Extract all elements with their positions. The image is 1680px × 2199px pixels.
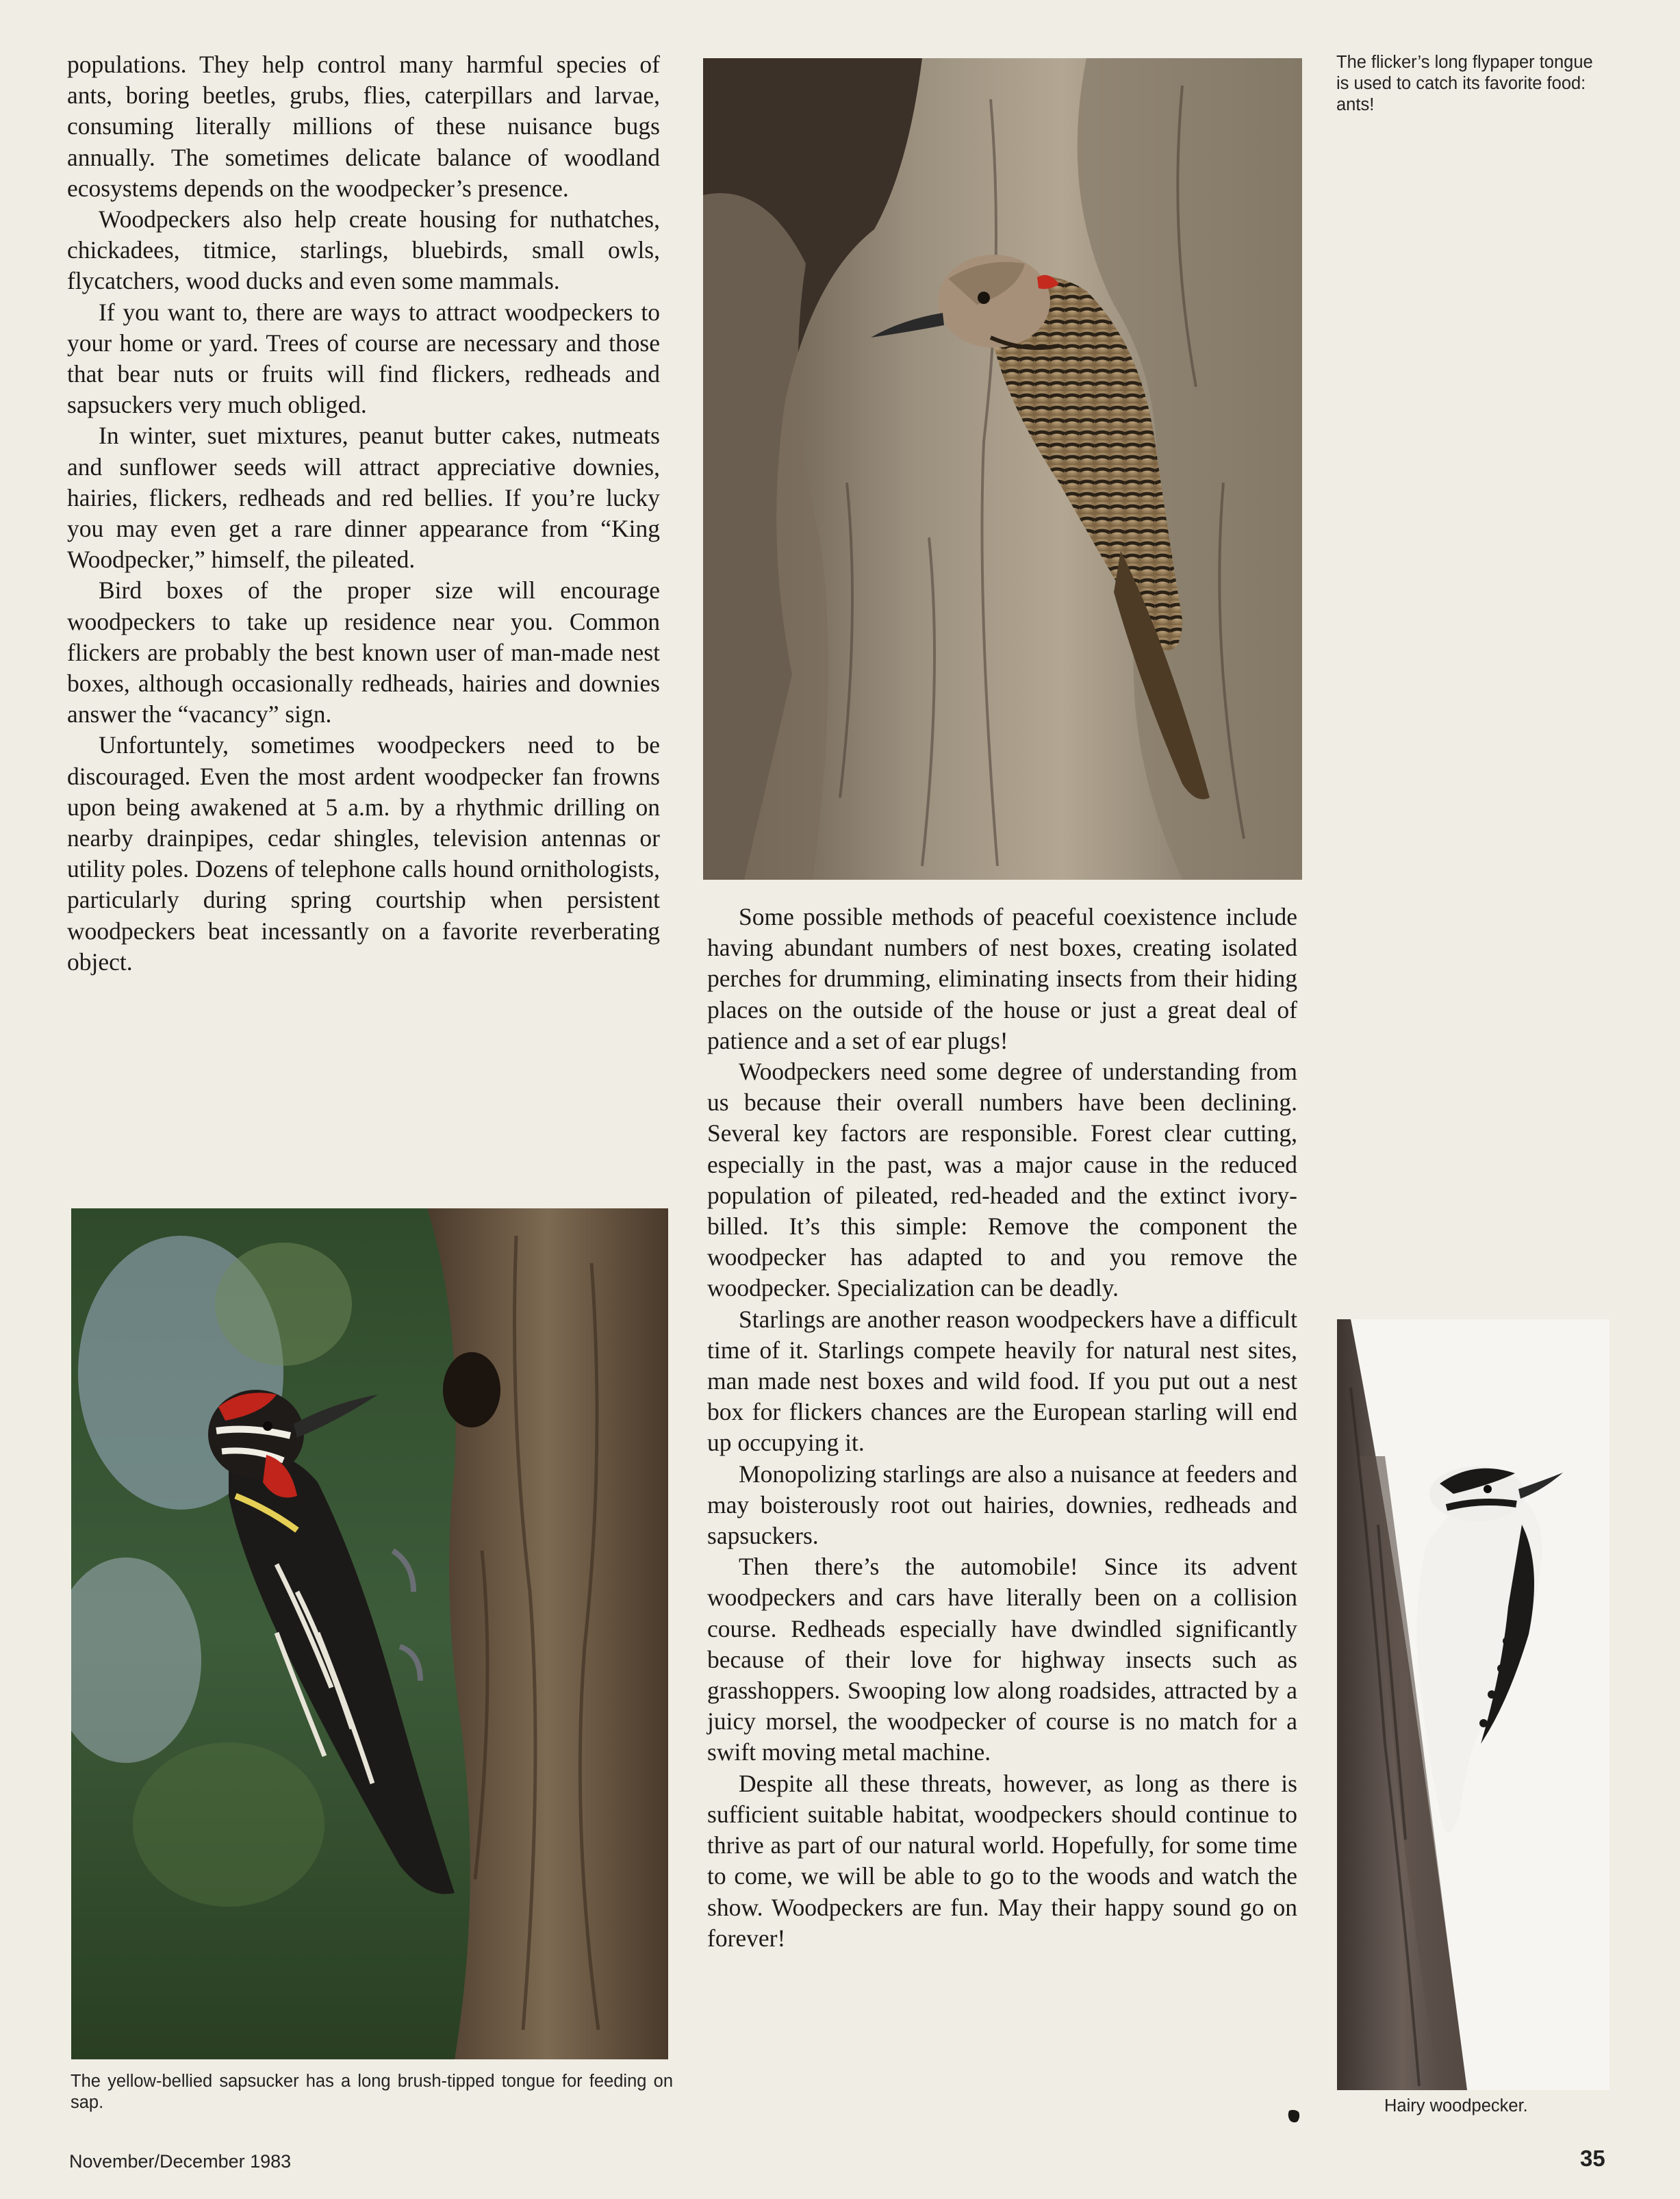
hairy-woodpecker-caption: Hairy woodpecker. xyxy=(1384,2096,1528,2115)
article-left-column xyxy=(67,49,660,978)
paragraph: Unfortuntely, sometimes woodpeckers need to be discouraged. Even the most ardent woodpecker fan frowns upon being awakened at 5 a.m. by a rhythmic drilling on nearby drainpipes, cedar shingles, television antennas or utility poles. Dozens of telephone calls hound ornithologists, particularly during spring courtship when persistent woodpeckers beat incessantly on a favorite reverberating object. xyxy=(67,731,660,976)
paragraph: populations. They help control many harmful species of ants, boring beetles, grubs, flies, caterpillars and larvae, consuming literally millions of these nuisance bugs annually. The sometimes delicate balance of woodland ecosystems depends on the woodpecker’s presence. xyxy=(67,51,660,202)
sapsucker-photo xyxy=(71,1208,668,2059)
paragraph: Bird boxes of the proper size will encourage woodpeckers to take up residence near you. Common flickers are probably the best known user of man-made nest boxes, although occasionally redheads, hairies and downies answer the “vacancy” sign. xyxy=(67,576,660,728)
paragraph: Then there’s the automobile! Since its advent woodpeckers and cars have literally been on a collision course. Redheads especially have dwindled significantly because of their love for highway insects such as grasshoppers. Swooping low along roadsides, attracted by a juicy morsel, the woodpecker of course is no match for a swift moving metal machine. xyxy=(707,1553,1297,1766)
paragraph: Despite all these threats, however, as long as there is sufficient suitable habitat, woodpeckers should continue to thrive as part of our natural world. Hopefully, for some time to come, we will be able to go to the woods and watch the show. Woodpeckers are fun. May their happy sound go on forever! xyxy=(707,1769,1297,1952)
issue-date: November/December 1983 xyxy=(69,2151,292,2172)
flicker-photo xyxy=(703,58,1302,880)
paragraph: Woodpeckers also help create housing for nuthatches, chickadees, titmice, starlings, bluebirds, small owls, flycatchers, wood ducks and even some mammals. xyxy=(67,205,660,295)
paragraph: Starlings are another reason woodpeckers have a difficult time of it. Starlings compete heavily for natural nest sites, man made nest boxes and wild food. If you put out a nest box for flickers chances are the European starling will end up occupying it. xyxy=(707,1305,1297,1457)
paragraph: Some possible methods of peaceful coexistence include having abundant numbers of nest boxes, creating isolated perches for drumming, eliminating insects from their hiding places on the outside of the house or just a great deal of patience and a set of ear plugs! xyxy=(707,903,1297,1054)
paragraph: Monopolizing starlings are also a nuisance at feeders and may boisterously root out hairies, downies, redheads and sapsuckers. xyxy=(707,1460,1297,1550)
hairy-woodpecker-photo xyxy=(1337,1319,1609,2090)
paragraph: Woodpeckers need some degree of understanding from us because their overall numbers have been declining. Several key factors are responsible. Forest clear cutting, especially in the past, was a major cause in the reduced population of pileated, red-headed and the extinct ivory-billed. It’s this simple: Remove the component the woodpecker has adapted to and you remove the woodpecker. Specialization can be deadly. xyxy=(707,1058,1297,1302)
end-of-article-icon xyxy=(1286,2109,1301,2124)
sapsucker-caption: The yellow-bellied sapsucker has a long brush-tipped tongue for feeding on sap. xyxy=(71,2072,673,2112)
paragraph: If you want to, there are ways to attract woodpeckers to your home or yard. Trees of course are necessary and those that bear nuts or fruits will find flickers, redheads and sapsuckers very much obliged. xyxy=(67,298,660,419)
paragraph: In winter, suet mixtures, peanut butter cakes, nutmeats and sunflower seeds will attract appreciative downies, hairies, flickers, redheads and red bellies. If you’re lucky you may even get a rare dinner appearance from “King Woodpecker,” himself, the pileated. xyxy=(67,422,660,574)
page-number: 35 xyxy=(1580,2146,1605,2171)
article-middle-column xyxy=(707,902,1297,1954)
flicker-caption: The flicker’s long flypaper tongue is used to catch its favorite food: ants! xyxy=(1336,53,1593,114)
